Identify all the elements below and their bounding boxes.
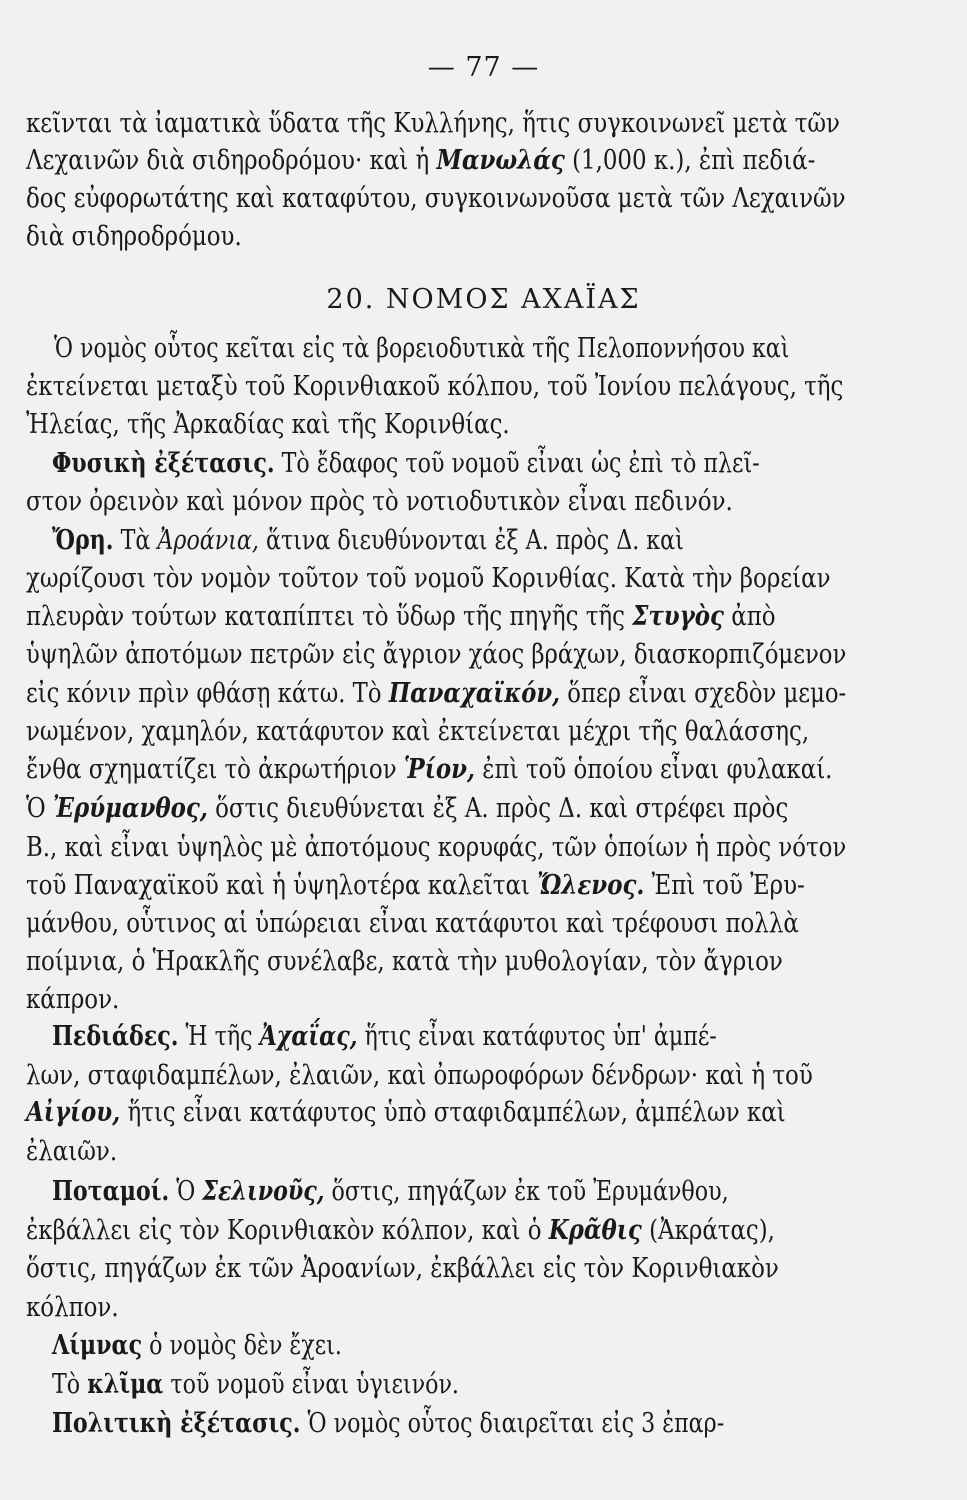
text-line (26, 218, 846, 256)
text-line (26, 867, 846, 905)
text-run: Ἡ τῆς (178, 1021, 260, 1052)
text-run: διὰ σιδηροδρόμου. (26, 221, 242, 252)
text-run: δος εὐφορωτάτης καὶ καταφύτου, συγκοινωνοῦσα μετὰ τῶν Λεχαινῶν (26, 183, 846, 214)
text-run: Ἀχαΐας, (259, 1021, 358, 1052)
text-run: Λεχαινῶν διὰ σιδηροδρόμου· καὶ ἡ (26, 145, 437, 176)
text-line (26, 829, 847, 867)
text-run: τοῦ νομοῦ εἶναι ὑγιεινόν. (163, 1369, 459, 1400)
text-run: εἰς κόνιν πρὶν φθάσῃ κάτω. Τὸ (26, 678, 389, 709)
text-run: (1,000 κ.), ἐπὶ πεδιά- (564, 145, 816, 176)
text-run: Αἰγίου, (26, 1097, 121, 1128)
text-run: Ῥίον, (403, 754, 475, 785)
text-run: κάπρον. (26, 984, 120, 1015)
text-line (26, 1094, 846, 1132)
text-run: Ὁ (26, 793, 53, 824)
text-run: ἐλαιῶν. (26, 1136, 118, 1167)
text-run: Β., καὶ εἶναι ὑψηλὸς μὲ ἀποτόμους κορυφάς, τῶν ὁποίων ἡ πρὸς νότον (26, 832, 847, 863)
text-run: Φυσικὴ ἐξέτασις. (52, 448, 275, 479)
text-line (52, 1405, 846, 1443)
text-run: Στυγὸς (632, 601, 724, 632)
text-run: (Ἀκράτας), (641, 1215, 775, 1246)
text-run: χωρίζουσι τὸν νομὸν τοῦτον τοῦ νομοῦ Κορινθίας. Κατὰ τὴν βορείαν (26, 563, 831, 594)
text-run: Μανωλάς (436, 145, 565, 176)
text-line (26, 180, 846, 218)
text-line (26, 1289, 846, 1327)
text-run: ἥτις εἶναι κατάφυτος ὑπὸ σταφιδαμπέλων, ἀμπέλων καὶ (120, 1097, 786, 1128)
text-line (26, 751, 846, 789)
text-line (54, 330, 846, 368)
text-run: Ποταμοί. (52, 1176, 170, 1207)
section-heading: 20. ΝΟΜΟΣ ΑΧΑΪΑΣ (326, 284, 641, 315)
text-run: ἅτινα διευθύνονται ἐξ Α. πρὸς Δ. καὶ (258, 525, 684, 556)
text-line (26, 790, 846, 828)
page-number: — 77 — (427, 52, 540, 83)
text-line (52, 445, 846, 483)
text-run: ἐκτείνεται μεταξὺ τοῦ Κορινθιακοῦ κόλπου, τοῦ Ἰονίου πελάγους, τῆς (26, 371, 844, 402)
text-line (52, 1018, 846, 1056)
text-line (26, 1133, 846, 1171)
text-run: Πολιτικὴ ἐξέτασις. (52, 1408, 301, 1439)
text-run: ὑψηλῶν ἀποτόμων πετρῶν εἰς ἄγριον χάος βράχων, διασκορπιζόμενον (26, 639, 847, 670)
text-run: Λίμνας (52, 1330, 143, 1361)
text-line (26, 636, 847, 674)
text-run: Παναχαϊκόν, (388, 678, 561, 709)
text-run: ἥτις εἶναι κατάφυτος ὑπ' ἀμπέ- (357, 1021, 717, 1052)
text-run: ὅστις διευθύνεται ἐξ Α. πρὸς Δ. καὶ στρέφει πρὸς (207, 793, 789, 824)
text-run: Πεδιάδες. (52, 1021, 179, 1052)
text-run: νωμένον, χαμηλόν, κατάφυτον καὶ ἐκτείνεται μέχρι τῆς θαλάσσης, (26, 716, 810, 747)
text-run: ἔνθα σχηματίζει τὸ ἀκρωτήριον (26, 754, 404, 785)
text-run: ἐκβάλλει εἰς τὸν Κορινθιακὸν κόλπον, καὶ ὁ (26, 1215, 549, 1246)
text-run: ποίμνια, ὁ Ἡρακλῆς συνέλαβε, κατὰ τὴν μυθολογίαν, τὸν ἄγριον (26, 946, 783, 977)
text-line (52, 522, 846, 560)
text-run: Ἀροάνια, (157, 525, 259, 556)
text-line (26, 1250, 846, 1288)
text-run: Σελινοῦς, (202, 1176, 325, 1207)
text-run: πλευρὰν τούτων καταπίπτει τὸ ὕδωρ τῆς πηγῆς τῆς (26, 601, 633, 632)
text-line (26, 105, 846, 143)
text-line (26, 598, 846, 636)
text-run: Ὁ νομὸς οὗτος διαιρεῖται εἰς 3 ἐπαρ- (300, 1408, 725, 1439)
text-run: ὅστις, πηγάζων ἐκ τοῦ Ἐρυμάνθου, (324, 1176, 729, 1207)
text-line (26, 368, 846, 406)
text-line (26, 406, 846, 444)
text-run: λων, σταφιδαμπέλων, ἐλαιῶν, καὶ ὀπωροφόρων δένδρων· καὶ ἡ τοῦ (26, 1060, 813, 1091)
text-line (52, 1327, 846, 1365)
text-line (26, 905, 846, 943)
text-run: Ὁ (169, 1176, 203, 1207)
text-run: μάνθου, οὗτινος αἱ ὑπώρειαι εἶναι κατάφυτοι καὶ τρέφουσι πολλὰ (26, 908, 799, 939)
text-line (26, 713, 846, 751)
text-line (26, 675, 847, 713)
text-run: τοῦ Παναχαϊκοῦ καὶ ἡ ὑψηλοτέρα καλεῖται (26, 870, 538, 901)
text-line (26, 943, 846, 981)
text-line (26, 142, 846, 180)
text-run: Ἠλείας, τῆς Ἀρκαδίας καὶ τῆς Κορινθίας. (26, 409, 510, 440)
text-run: ἀπὸ (723, 601, 776, 632)
text-run: Τὸ ἔδαφος τοῦ νομοῦ εἶναι ὡς ἐπὶ τὸ πλεῖ- (274, 448, 760, 479)
text-line (52, 1366, 846, 1404)
text-run: Ὤλενος. (537, 870, 645, 901)
text-run: ὅστις, πηγάζων ἐκ τῶν Ἀροανίων, ἐκβάλλει εἰς τὸν Κορινθιακὸν (26, 1253, 779, 1284)
text-run: Τὰ (113, 525, 158, 556)
text-line (26, 981, 846, 1019)
text-run: Κρᾶθις (548, 1215, 642, 1246)
text-line (52, 1173, 846, 1211)
text-run: ἐπὶ τοῦ ὁποίου εἶναι φυλακαί. (474, 754, 833, 785)
text-run: κόλπον. (26, 1292, 119, 1323)
text-run: Ἐπὶ τοῦ Ἐρυ- (644, 870, 805, 901)
text-run: Ὁ νομὸς οὗτος κεῖται εἰς τὰ βορειοδυτικὰ τῆς Πελοποννήσου καὶ (54, 333, 790, 364)
text-line (26, 1212, 846, 1250)
text-line (26, 560, 846, 598)
text-run: κλῖμα (87, 1369, 164, 1400)
text-line (26, 483, 846, 521)
text-line (26, 1057, 846, 1095)
text-run: Τὸ (52, 1369, 88, 1400)
text-run: ὁ νομὸς δὲν ἔχει. (142, 1330, 342, 1361)
text-run: στον ὀρεινὸν καὶ μόνον πρὸς τὸ νοτιοδυτικὸν εἶναι πεδινόν. (26, 486, 733, 517)
text-run: Ὄρη. (52, 525, 114, 556)
text-run: Ἐρύμανθος, (52, 793, 208, 824)
text-run: ὅπερ εἶναι σχεδὸν μεμο- (560, 678, 847, 709)
text-run: κεῖνται τὰ ἰαματικὰ ὕδατα τῆς Κυλλήνης, ἥτις συγκοινωνεῖ μετὰ τῶν (26, 108, 840, 139)
